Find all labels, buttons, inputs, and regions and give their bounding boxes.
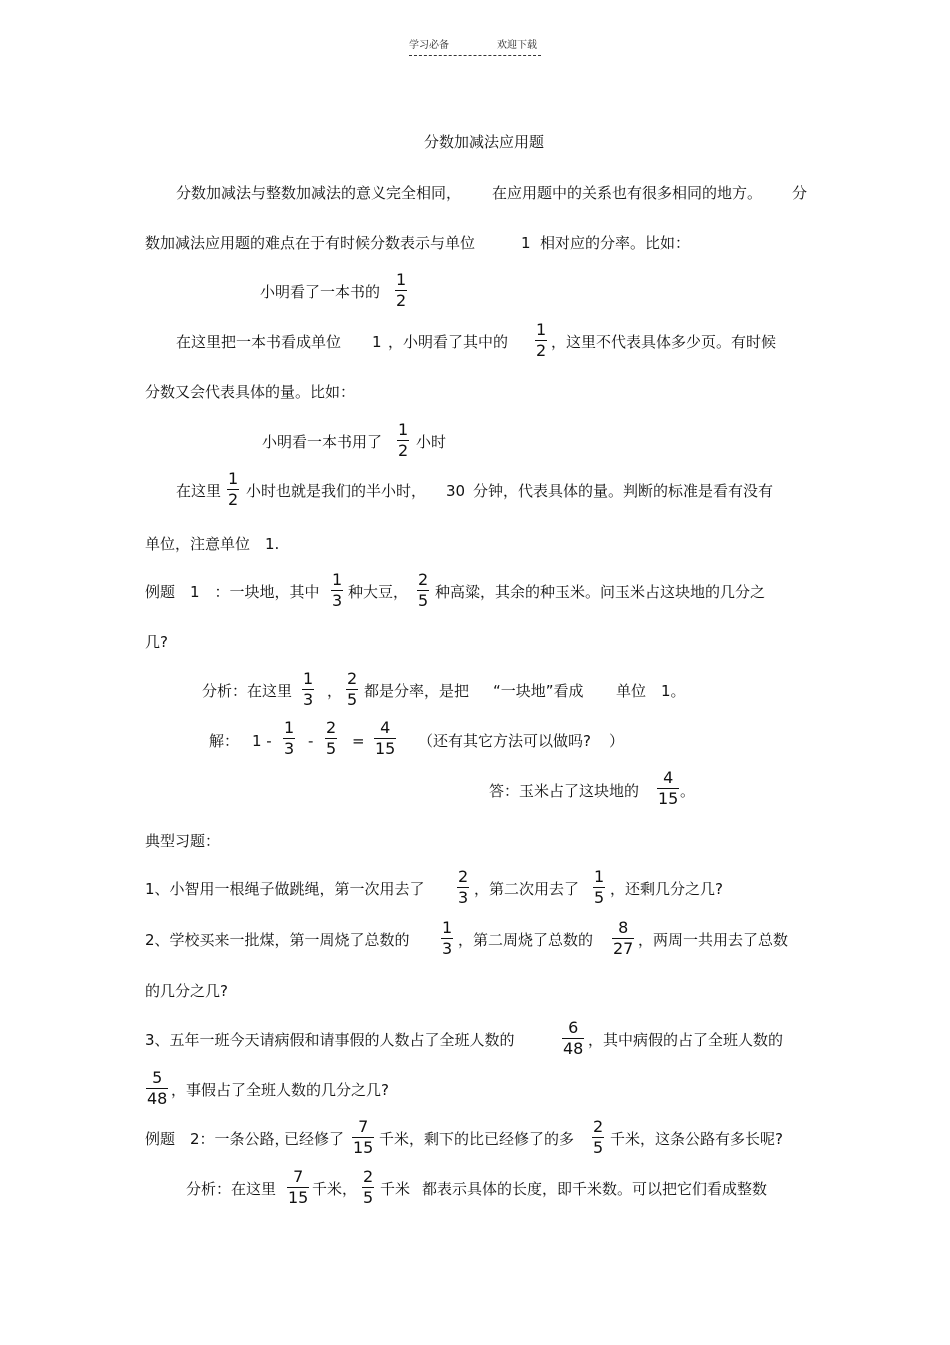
explain-text-6: 在这里 (176, 482, 222, 500)
analysis1-text-1: 分析：在这里 (202, 682, 293, 700)
answer-period: 。 (680, 782, 696, 800)
exercises-heading: 典型习题： (145, 832, 221, 850)
example-sentence-1: 小明看了一本书的 (260, 283, 381, 301)
fraction-numerator: 1 (332, 570, 343, 589)
intro-text-4: 数加减法应用题的难点在于有时候分数表示与单位 (145, 234, 476, 252)
fraction-numerator: 2 (347, 669, 358, 688)
exercise1-text-3: ，还剩几分之几? (610, 880, 723, 898)
fraction-sol-2 (325, 720, 337, 757)
example2-text-3: 千米，剩下的比已经修了的多 (379, 1130, 575, 1148)
exercise1-text-1: 1、小智用一根绳子做跳绳，第一次用去了 (145, 880, 425, 898)
exercise3-text-1: 3、五年一班今天请病假和请事假的人数占了全班人数的 (145, 1031, 515, 1049)
solution-one-minus: 1 - (252, 732, 272, 750)
fraction-q3-a (562, 1020, 584, 1057)
fraction-numerator: 7 (358, 1117, 369, 1136)
example-sentence-2: 小明看一本书用了 (262, 433, 383, 451)
fraction-p3 (535, 322, 547, 359)
fraction-numerator: 4 (663, 768, 674, 787)
fraction-e1-b (417, 572, 429, 609)
fraction-numerator: 8 (618, 918, 629, 937)
explain-text-4: ，这里不代表具体多少页。有时候 (551, 333, 777, 351)
exercise3-text-2: ，其中病假的占了全班人数的 (588, 1031, 784, 1049)
fraction-q3-b (146, 1070, 168, 1107)
analysis1-text-2: ， (327, 682, 343, 700)
exercise2-text-4: 的几分之几? (145, 982, 228, 1000)
fraction-numerator: 5 (152, 1068, 163, 1087)
explain-text-2: 1 (372, 333, 382, 351)
fraction-e2-b (592, 1119, 604, 1156)
fraction-p5 (227, 471, 239, 508)
explain-text-1: 在这里把一本书看成单位 (176, 333, 342, 351)
solution-note-close: ） (609, 732, 625, 750)
fraction-denominator: 2 (228, 490, 239, 510)
fraction-an2-a (287, 1169, 309, 1206)
fraction-numerator: 1 (396, 270, 407, 289)
fraction-denominator: 15 (288, 1188, 309, 1208)
intro-text-3: 分 (792, 184, 808, 202)
fraction-numerator: 2 (326, 718, 337, 737)
intro-text-6: 相对应的分率。比如： (540, 234, 691, 252)
explain-text-5: 分数又会代表具体的量。比如： (145, 383, 356, 401)
fraction-numerator: 1 (594, 867, 605, 886)
fraction-q2-a (441, 920, 453, 957)
analysis1-text-3: 都是分率，是把 (364, 682, 470, 700)
solution-note: （还有其它方法可以做吗? (418, 732, 591, 750)
fraction-denominator: 15 (658, 789, 679, 809)
fraction-numerator: 2 (363, 1167, 374, 1186)
analysis2-text-3: 千米 (380, 1180, 411, 1198)
fraction-q1-a (457, 869, 469, 906)
example2-text-2: 已经修了 (284, 1130, 345, 1148)
fraction-numerator: 6 (568, 1018, 579, 1037)
analysis2-text-4: 都表示具体的长度，即千米数。可以把它们看成整数 (422, 1180, 768, 1198)
intro-text-2: 在应用题中的关系也有很多相同的地方。 (492, 184, 763, 202)
example2-text-1: 例题 2：一条公路， (145, 1130, 290, 1148)
fraction-numerator: 1 (303, 669, 314, 688)
header-left-text: 学习必备 (409, 40, 449, 51)
fraction-denominator: 15 (375, 739, 396, 759)
fraction-ex1 (395, 272, 407, 309)
fraction-denominator: 5 (593, 1138, 604, 1158)
fraction-numerator: 2 (458, 867, 469, 886)
fraction-denominator: 27 (613, 939, 634, 959)
fraction-e1-a (331, 572, 343, 609)
explain-text-7: 小时也就是我们的半小时， (246, 482, 427, 500)
fraction-sol-3 (374, 720, 396, 757)
fraction-denominator: 5 (347, 690, 358, 710)
page-title: 分数加减法应用题 (424, 133, 545, 151)
example-sentence-2-unit: 小时 (416, 433, 447, 451)
exercise1-text-2: ，第二次用去了 (474, 880, 580, 898)
fraction-numerator: 1 (398, 420, 409, 439)
intro-text-1: 分数加减法与整数加减法的意义完全相同， (176, 184, 462, 202)
example1-text-3: 种高粱，其余的种玉米。问玉米占这块地的几分之 (435, 583, 766, 601)
fraction-denominator: 3 (284, 739, 295, 759)
fraction-denominator: 2 (396, 291, 407, 311)
fraction-denominator: 2 (398, 441, 409, 461)
fraction-denominator: 3 (442, 939, 453, 959)
fraction-denominator: 48 (563, 1039, 584, 1059)
header-divider (409, 55, 541, 56)
fraction-e2-a (352, 1119, 374, 1156)
header-right-text: 欢迎下载 (497, 40, 537, 51)
fraction-denominator: 2 (536, 341, 547, 361)
fraction-numerator: 4 (380, 718, 391, 737)
fraction-denominator: 3 (458, 888, 469, 908)
exercise2-text-3: ，两周一共用去了总数 (638, 931, 789, 949)
explain-text-3: ，小明看了其中的 (388, 333, 509, 351)
fraction-an1-a (302, 671, 314, 708)
solution-equals: = (352, 732, 365, 750)
fraction-ex2 (397, 422, 409, 459)
answer-text: 答：玉米占了这块地的 (489, 782, 640, 800)
intro-text-5: 1 (521, 234, 531, 252)
fraction-denominator: 15 (353, 1138, 374, 1158)
fraction-q2-b (612, 920, 634, 957)
exercise2-text-1: 2、学校买来一批煤，第一周烧了总数的 (145, 931, 410, 949)
example1-text-4: 几? (145, 633, 168, 651)
fraction-denominator: 5 (418, 591, 429, 611)
analysis2-text-1: 分析：在这里 (186, 1180, 277, 1198)
analysis1-text-4: “一块地”看成 (493, 682, 584, 700)
fraction-denominator: 48 (147, 1089, 168, 1109)
explain-text-8: 30 (446, 482, 466, 500)
explain-text-9: 分钟，代表具体的量。判断的标准是看有没有 (473, 482, 774, 500)
solution-minus: - (308, 732, 314, 750)
fraction-numerator: 7 (293, 1167, 304, 1186)
fraction-denominator: 5 (594, 888, 605, 908)
fraction-an1-b (346, 671, 358, 708)
analysis2-text-2: 千米， (312, 1180, 358, 1198)
fraction-an2-b (362, 1169, 374, 1206)
fraction-numerator: 2 (418, 570, 429, 589)
fraction-denominator: 3 (303, 690, 314, 710)
exercise2-text-2: ，第二周烧了总数的 (458, 931, 594, 949)
fraction-denominator: 5 (326, 739, 337, 759)
analysis1-text-5: 单位 1。 (616, 682, 686, 700)
example1-text-1: 例题 1 ：一块地，其中 (145, 583, 320, 601)
fraction-numerator: 1 (536, 320, 547, 339)
fraction-q1-b (593, 869, 605, 906)
fraction-numerator: 2 (593, 1117, 604, 1136)
explain-text-10: 单位，注意单位 1. (145, 535, 280, 553)
fraction-sol-1 (283, 720, 295, 757)
fraction-answer (657, 770, 679, 807)
fraction-numerator: 1 (442, 918, 453, 937)
example1-text-2: 种大豆， (348, 583, 409, 601)
example2-text-4: 千米，这条公路有多长呢? (610, 1130, 783, 1148)
fraction-numerator: 1 (228, 469, 239, 488)
solution-label: 解： (209, 732, 240, 750)
fraction-denominator: 3 (332, 591, 343, 611)
fraction-numerator: 1 (284, 718, 295, 737)
exercise3-text-3: ，事假占了全班人数的几分之几? (171, 1081, 389, 1099)
fraction-denominator: 5 (363, 1188, 374, 1208)
